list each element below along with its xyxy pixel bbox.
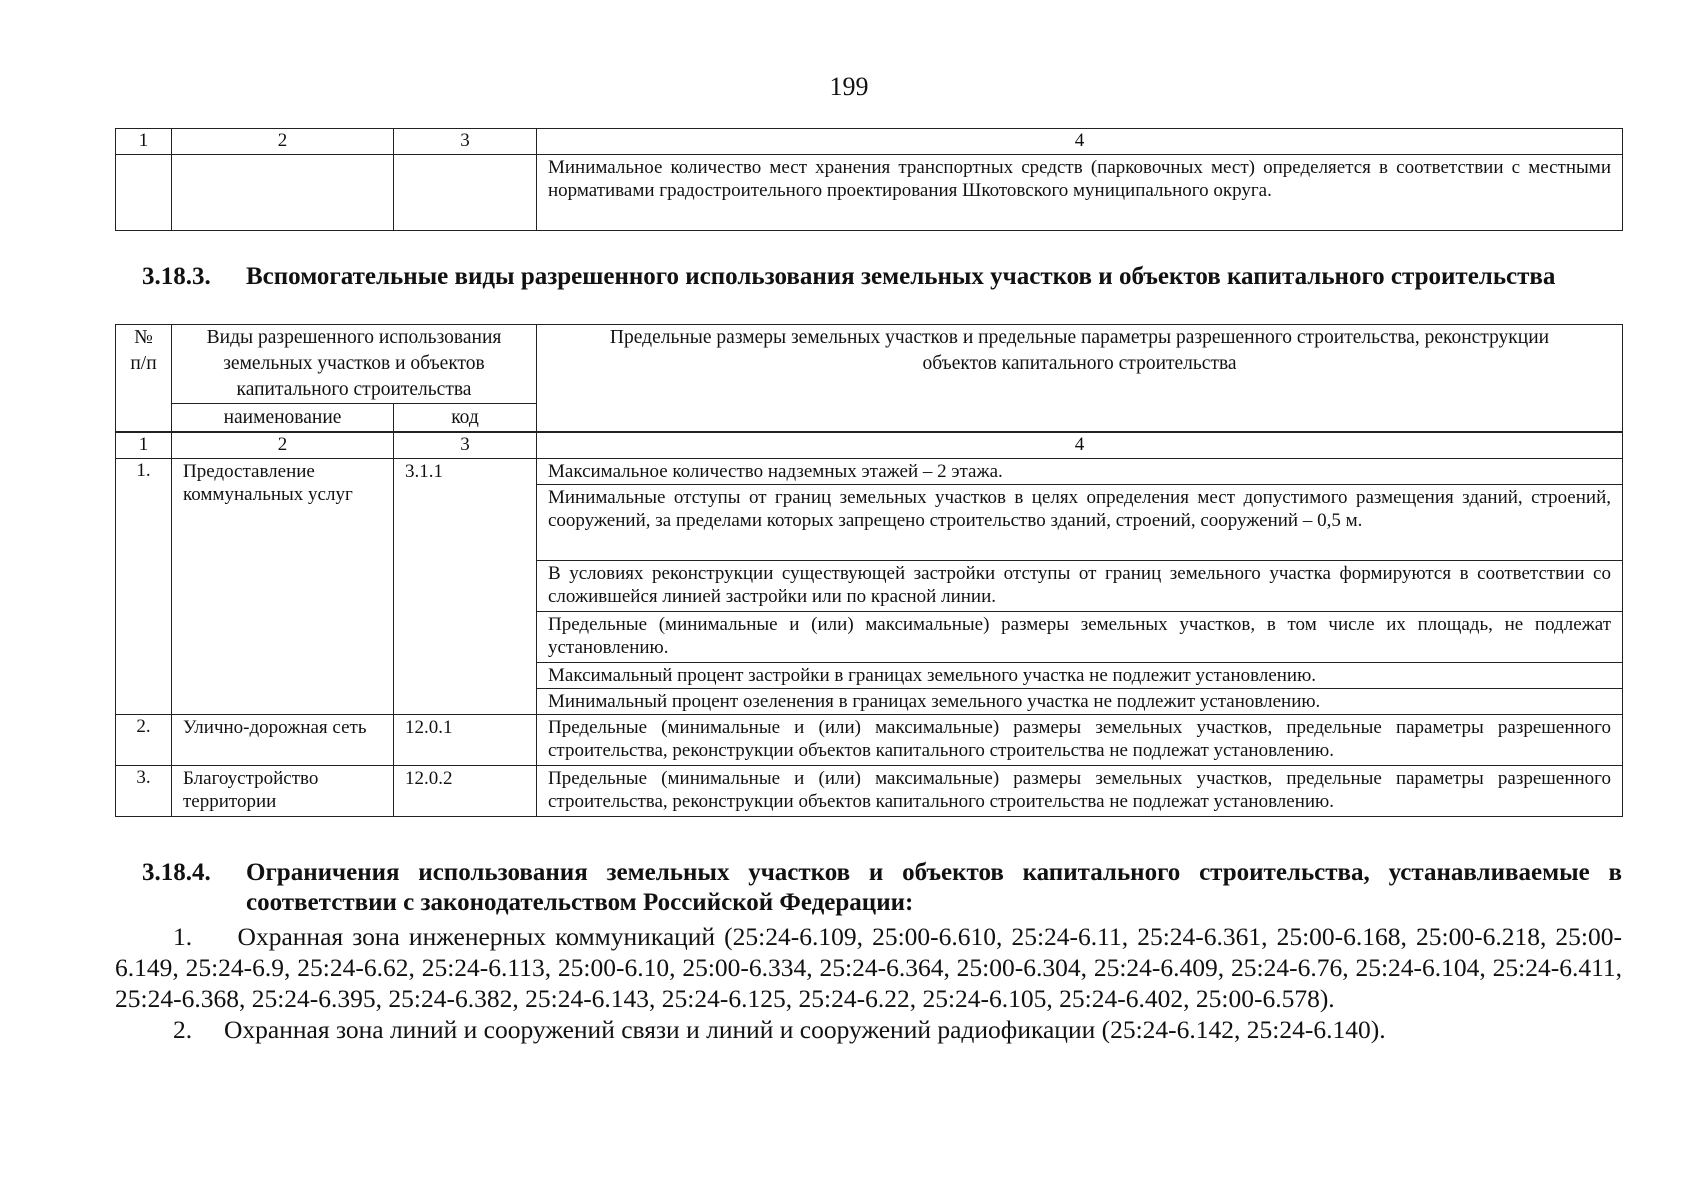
col-number-cell: 4 — [537, 433, 1623, 459]
table-row — [116, 766, 1623, 817]
parameter-cell: Предельные (минимальные и (или) максимальные) размеры земельных участков, в том числе их площадь, не подлежат установлению. — [537, 612, 1623, 663]
col-number-cell: 3 — [394, 129, 537, 155]
restrictions-list — [115, 921, 1622, 1045]
parameter-cell: Минимальный процент озеленения в границах земельного участка не подлежит установлению. — [537, 689, 1623, 715]
parameter-cell: Минимальные отступы от границ земельных участков в целях определения мест допустимого размещения зданий, строений, сооружений, за пределами которых запрещено строительство зданий, строений, сооружений – 0,5 м. — [537, 485, 1623, 561]
parameter-cell: В условиях реконструкции существующей застройки отступы от границ земельного участка формируются в соответствии со сложившейся линией застройки или по красной линии. — [537, 561, 1623, 612]
section-heading-3-18-3 — [142, 262, 1622, 292]
empty-cell — [172, 155, 394, 231]
column-number-row — [116, 433, 1623, 459]
parameter-cell: Максимальное количество надземных этажей – 2 этажа. — [537, 459, 1623, 485]
section-title: Ограничения использования земельных участков и объектов капитального строительства, устанавливаемые в соответствии с законодательством Российской Федерации: — [246, 859, 1622, 916]
page-number: 199 — [829, 72, 869, 101]
restriction-item — [115, 921, 1622, 1014]
header-name: наименование — [172, 404, 394, 432]
col-number-cell: 2 — [172, 129, 394, 155]
section-number: 3.18.4. — [142, 859, 211, 886]
col-number-cell: 3 — [394, 433, 537, 459]
parameter-cell: Предельные (минимальные и (или) максимальные) размеры земельных участков, предельные параметры разрешенного строительства, реконструкции объектов капитального строительства не подлежат установлению. — [537, 715, 1623, 766]
empty-cell — [394, 155, 537, 231]
table-row — [116, 459, 1623, 485]
use-code: 12.0.2 — [394, 766, 537, 817]
row-number: 3. — [116, 766, 172, 817]
restriction-number: 2. — [173, 1015, 193, 1044]
use-name: Предоставление коммунальных услуг — [172, 459, 394, 715]
section-number: 3.18.3. — [142, 263, 211, 290]
parameter-cell: Максимальный процент застройки в границах земельного участка не подлежит установлению. — [537, 663, 1623, 689]
table-row — [116, 715, 1623, 766]
col-number-cell: 1 — [116, 129, 172, 155]
col-number-cell: 1 — [116, 433, 172, 459]
use-name: Улично-дорожная сеть — [172, 715, 394, 766]
main-table-body — [115, 432, 1623, 817]
table-row — [116, 155, 1623, 231]
use-name: Благоустройство территории — [172, 766, 394, 817]
parameter-cell: Минимальное количество мест хранения транспортных средств (парковочных мест) определяется в соответствии с местными нормативами градостроительного проектирования Шкотовского муниципального округа. — [537, 155, 1623, 231]
restriction-number: 1. — [173, 922, 193, 951]
section-heading-3-18-4 — [142, 858, 1622, 918]
main-table-header — [115, 324, 1623, 432]
empty-cell — [116, 155, 172, 231]
restriction-text: Охранная зона линий и сооружений связи и линий и сооружений радиофикации (25:24-6.142, 25:24-6.140). — [224, 1015, 1386, 1044]
use-code: 3.1.1 — [394, 459, 537, 715]
header-code: код — [394, 404, 537, 432]
header-permitted-uses: Виды разрешенного использования земельных участков и объектов капитального строительства — [172, 325, 537, 404]
section-title: Вспомогательные виды разрешенного использования земельных участков и объектов капитального строительства — [246, 263, 1556, 290]
header-number: № п/п — [116, 325, 172, 432]
parameter-cell: Предельные (минимальные и (или) максимальные) размеры земельных участков, предельные параметры разрешенного строительства, реконструкции объектов капитального строительства не подлежат установлению. — [537, 766, 1623, 817]
restriction-text: Охранная зона инженерных коммуникаций (25:24-6.109, 25:00-6.610, 25:24-6.11, 25:24-6.361, 25:00-6.168, 25:00-6.218, 25:00-6.149, 25:24-6.9, 25:24-6.62, 25:24-6.113, 25:00-6.10, 25:00-6.334, 25:24-6.364, 25:00-6.304, 25:24-6.409, 25:24-6.76, 25:24-6.104, 25:24-6.411, 25:24-6.368, 25:24-6.395, 25:24-6.382, 25:24-6.143, 25:24-6.125, 25:24-6.22, 25:24-6.105, 25:24-6.402, 25:00-6.578). — [115, 922, 1622, 1013]
col-number-cell: 2 — [172, 433, 394, 459]
continuation-table — [115, 128, 1623, 231]
use-code: 12.0.1 — [394, 715, 537, 766]
restriction-item — [115, 1014, 1622, 1045]
col-number-cell: 4 — [537, 129, 1623, 155]
row-number: 2. — [116, 715, 172, 766]
column-number-row — [116, 129, 1623, 155]
row-number: 1. — [116, 459, 172, 715]
header-limits: Предельные размеры земельных участков и предельные параметры разрешенного строительства, реконструкции объектов капитального строительства — [537, 325, 1623, 432]
